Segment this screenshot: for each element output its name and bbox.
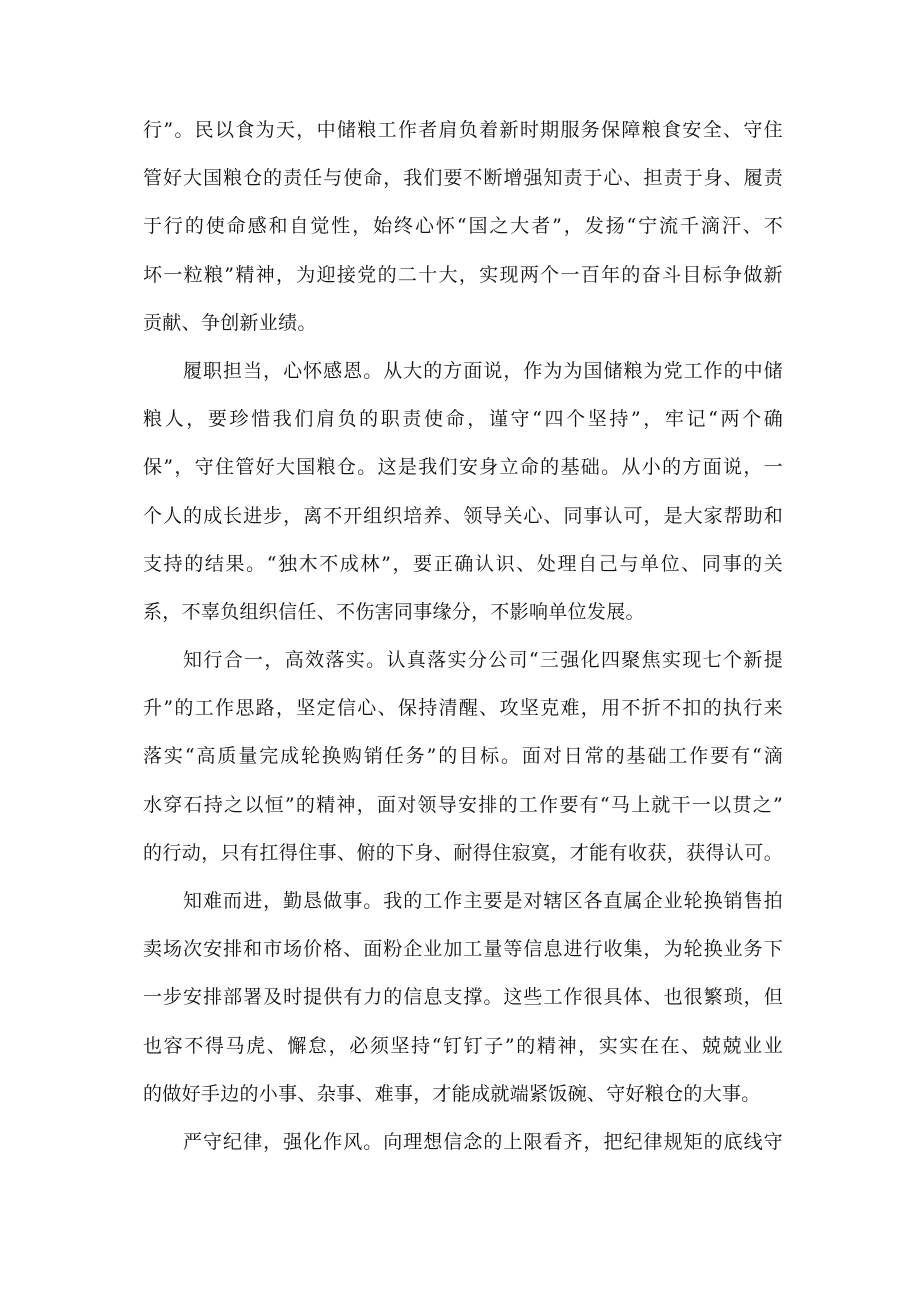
text-line: 也容不得马虎、懈怠，必须坚持“钉钉子”的精神，实实在在、兢兢业业 [143, 1034, 783, 1057]
paragraph [143, 636, 783, 877]
text-line: 履职担当，心怀感恩。从大的方面说，作为为国储粮为党工作的中储 [183, 359, 783, 382]
document-body [143, 106, 783, 1166]
paragraph [143, 877, 783, 1118]
text-line: 行”。民以食为天，中储粮工作者肩负着新时期服务保障粮食安全、守住 [143, 119, 783, 141]
text-line: 知行合一，高效落实。认真落实分公司“三强化四聚焦实现七个新提 [183, 649, 783, 672]
text-line: 水穿石持之以恒”的精神，面对领导安排的工作要有“马上就干一以贯之” [143, 793, 783, 816]
text-line: 支持的结果。“独木不成林”，要正确认识、处理自己与单位、同事的关 [143, 552, 783, 575]
text-line: 一步安排部署及时提供有力的信息支撑。这些工作很具体、也很繁琐，但 [143, 986, 783, 1009]
text-line: 落实“高质量完成轮换购销任务”的目标。面对日常的基础工作要有“滴 [143, 745, 783, 768]
text-line: 粮人，要珍惜我们肩负的职责使命，谨守“四个坚持”，牢记“两个确 [143, 408, 783, 431]
text-line: 坏一粒粮”精神，为迎接党的二十大，实现两个一百年的奋斗目标争做新 [143, 263, 783, 286]
text-line: 于行的使命感和自觉性，始终心怀“国之大者”，发扬“宁流千滴汗、不 [143, 215, 783, 238]
text-line: 升”的工作思路，坚定信心、保持清醒、攻坚克难，用不折不扣的执行来 [143, 697, 783, 720]
text-line: 个人的成长进步，离不开组织培养、领导关心、同事认可，是大家帮助和 [143, 504, 783, 527]
text-line: 严守纪律，强化作风。向理想信念的上限看齐，把纪律规矩的底线守 [183, 1130, 783, 1153]
text-line: 保”，守住管好大国粮仓。这是我们安身立命的基础。从小的方面说，一 [143, 456, 783, 479]
text-line: 管好大国粮仓的责任与使命，我们要不断增强知责于心、担责于身、履责 [143, 167, 783, 190]
text-line: 贡献、争创新业绩。 [143, 311, 317, 334]
paragraph [143, 106, 783, 347]
text-line: 的行动，只有扛得住事、俯的下身、耐得住寂寞，才能有收获，获得认可。 [143, 841, 783, 864]
text-line: 知难而进，勤恳做事。我的工作主要是对辖区各直属企业轮换销售拍 [183, 890, 783, 912]
paragraph [143, 347, 783, 636]
text-line: 的做好手边的小事、杂事、难事，才能成就端紧饭碗、守好粮仓的大事。 [143, 1082, 761, 1105]
paragraph [143, 1118, 783, 1166]
text-line: 系，不辜负组织信任、不伤害同事缘分，不影响单位发展。 [143, 600, 645, 623]
text-line: 卖场次安排和市场价格、面粉企业加工量等信息进行收集，为轮换业务下 [143, 938, 783, 961]
